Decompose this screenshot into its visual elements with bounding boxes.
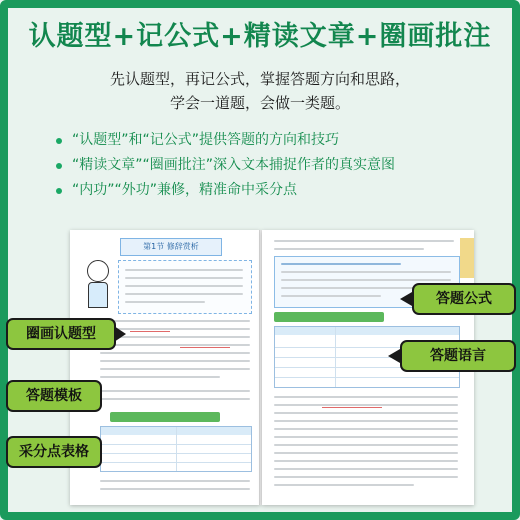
- callout-score-table: 采分点表格: [6, 436, 102, 468]
- cartoon-student-icon: [80, 260, 114, 310]
- feature-text: “精读文章”“圈画批注”深入文本捕捉作者的真实意图: [72, 157, 396, 173]
- page-headline: 认题型+记公式+精读文章+圈画批注: [28, 21, 492, 52]
- scoring-table: [100, 426, 252, 472]
- callout-answer-language: 答题语言: [400, 340, 516, 372]
- bullet-dot-icon: [56, 163, 62, 169]
- intro-text-box: [118, 260, 252, 314]
- feature-text: “内功”“外功”兼修，精准命中采分点: [72, 182, 298, 198]
- callout-pointer-icon: [400, 292, 412, 306]
- feature-item: [56, 128, 395, 153]
- intro-line-2: 学会一道题，会做一类题。: [169, 94, 350, 112]
- chapter-tab: [460, 238, 474, 278]
- callout-pointer-icon: [114, 326, 126, 342]
- section-title: 第1节 修辞赏析: [120, 238, 222, 256]
- bullet-dot-icon: [56, 138, 62, 144]
- callout-answer-formula: 答题公式: [412, 283, 516, 315]
- feature-item: [56, 153, 395, 178]
- callout-pointer-icon: [388, 349, 400, 363]
- intro-line-1: 先认题型，再记公式，掌握答题方向和思路，: [109, 70, 410, 88]
- feature-text: “认题型”和“记公式”提供答题的方向和技巧: [72, 132, 340, 148]
- callout-answer-template: 答题模板: [6, 380, 102, 412]
- callout-topic-type: 圈画认题型: [6, 318, 116, 350]
- bullet-dot-icon: [56, 188, 62, 194]
- feature-item: [56, 178, 395, 203]
- feature-list: [56, 128, 395, 203]
